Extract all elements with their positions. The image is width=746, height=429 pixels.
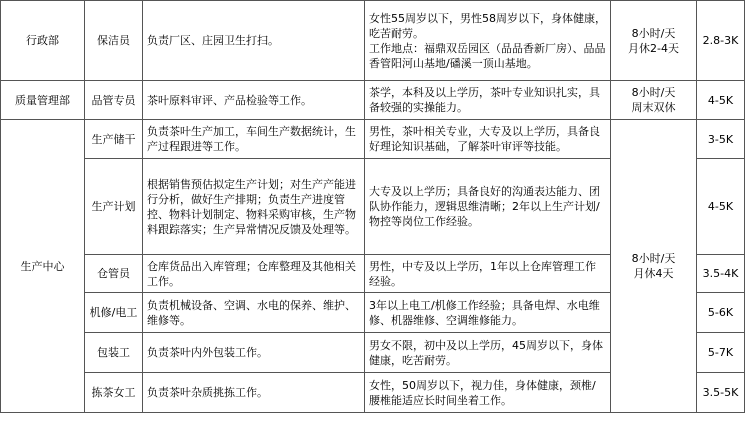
requirements-cell <box>365 373 611 413</box>
requirement-line: 3年以上电工/机修工作经验；具备电焊、水电维修、机器维修、空调维修能力。 <box>369 298 600 327</box>
duties-cell: 茶叶原料审评、产品检验等工作。 <box>143 81 365 120</box>
requirement-line: 女性55周岁以下，男性58周岁以下，身体健康，吃苦耐劳。 <box>369 11 606 40</box>
job-title-cell: 保洁员 <box>85 1 143 81</box>
job-title-cell: 仓管员 <box>85 255 143 293</box>
salary-cell: 3-5K <box>697 120 745 159</box>
requirement-line: 男性，中专及以上学历，1年以上仓库管理工作经验。 <box>369 259 596 288</box>
requirement-line: 大专及以上学历；具备良好的沟通表达能力、团队协作能力，逻辑思维清晰；2年以上生产计划/物控等岗位工作经验。 <box>369 185 600 228</box>
department-cell: 行政部 <box>1 1 85 81</box>
work-hours-cell: 8小时/天 月休2-4天 <box>611 1 697 81</box>
duties-cell: 负责茶叶生产加工，车间生产数据统计，生产过程跟进等工作。 <box>143 120 365 159</box>
requirements-cell <box>365 81 611 120</box>
job-title-cell: 拣茶女工 <box>85 373 143 413</box>
salary-cell: 3.5-5K <box>697 373 745 413</box>
requirements-cell <box>365 120 611 159</box>
salary-cell: 4-5K <box>697 159 745 255</box>
duties-cell: 负责茶叶杂质挑拣工作。 <box>143 373 365 413</box>
department-cell: 质量管理部 <box>1 81 85 120</box>
duties-cell: 仓库货品出入库管理；仓库整理及其他相关工作。 <box>143 255 365 293</box>
work-hours-cell: 8小时/天 月休4天 <box>611 120 697 413</box>
duties-cell: 根据销售预估拟定生产计划；对生产产能进行分析，做好生产排期；负责生产进度管控、物料计划制定、物料采购审核，生产物料跟踪落实；生产异常情况反馈及处理等。 <box>143 159 365 255</box>
requirements-cell <box>365 333 611 373</box>
requirement-line: 男性，茶叶相关专业，大专及以上学历，具备良好理论知识基础，了解茶叶审评等技能。 <box>369 125 600 153</box>
salary-cell: 5-6K <box>697 293 745 333</box>
table-row <box>1 81 745 120</box>
requirement-line: 男女不限，初中及以上学历，45周岁以下，身体健康，吃苦耐劳。 <box>369 338 603 367</box>
requirements-cell <box>365 1 611 81</box>
job-title-cell: 生产计划 <box>85 159 143 255</box>
requirement-line: 茶学，本科及以上学历，茶叶专业知识扎实，具备较强的实操能力。 <box>369 86 600 114</box>
job-title-cell: 机修/电工 <box>85 293 143 333</box>
salary-cell: 5-7K <box>697 333 745 373</box>
job-title-cell: 生产储干 <box>85 120 143 159</box>
duties-cell: 负责厂区、庄园卫生打扫。 <box>143 1 365 81</box>
salary-cell: 3.5-4K <box>697 255 745 293</box>
job-title-cell: 品管专员 <box>85 81 143 120</box>
salary-cell: 2.8-3K <box>697 1 745 81</box>
duties-cell: 负责机械设备、空调、水电的保养、维护、维修等。 <box>143 293 365 333</box>
job-title-cell: 包装工 <box>85 333 143 373</box>
department-cell: 生产中心 <box>1 120 85 413</box>
table-row <box>1 1 745 81</box>
duties-cell: 负责茶叶内外包装工作。 <box>143 333 365 373</box>
requirement-line: 工作地点：福鼎双岳园区（品品香新厂房）、品品香管阳河山基地/磻溪一顶山基地。 <box>369 41 606 70</box>
requirement-line: 女性，50周岁以下，视力佳，身体健康，颈椎/腰椎能适应长时间坐着工作。 <box>369 378 596 407</box>
table-row <box>1 120 745 159</box>
requirements-cell <box>365 293 611 333</box>
requirements-cell <box>365 255 611 293</box>
requirements-cell <box>365 159 611 255</box>
work-hours-cell: 8小时/天 周末双休 <box>611 81 697 120</box>
salary-cell: 4-5K <box>697 81 745 120</box>
